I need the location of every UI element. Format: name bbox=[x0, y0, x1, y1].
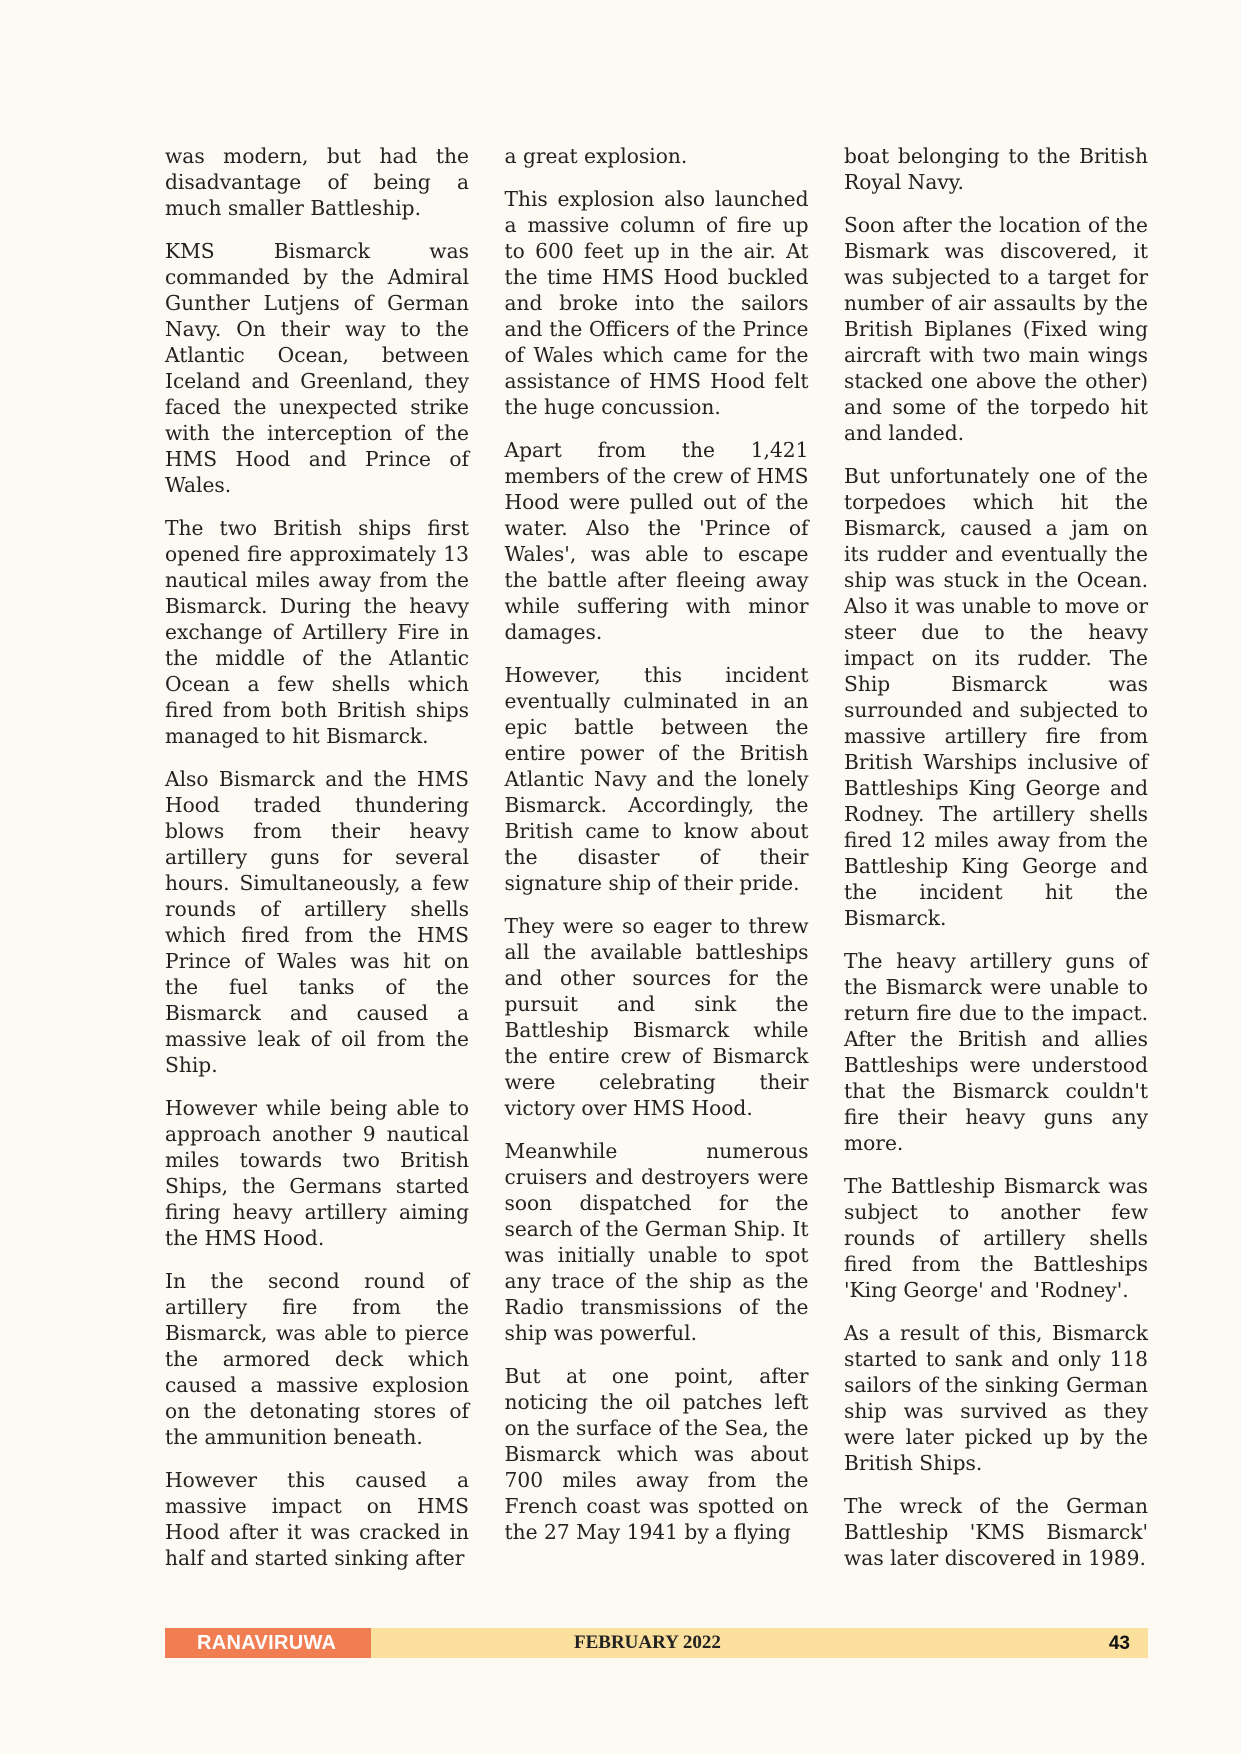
paragraph: However, this incident eventually culminated in an epic battle between the entire power of the British Atlantic Navy and the lonely Bismarck. Accordingly, the British came to know about the disaster of their signature ship of their pride. bbox=[504, 663, 809, 895]
paragraph: This explosion also launched a massive column of fire up to 600 feet up in the air. At the time HMS Hood buckled and broke into the sailors and the Officers of the Prince of Wales which came for the assistance of HMS Hood felt the huge concussion. bbox=[504, 187, 809, 419]
paragraph: Apart from the 1,421 members of the crew of HMS Hood were pulled out of the water. Also the 'Prince of Wales', was able to escape the battle after fleeing away while suffering with minor damages. bbox=[504, 438, 809, 644]
paragraph: The Battleship Bismarck was subject to another few rounds of artillery shells fired from the Battleships 'King George' and 'Rodney'. bbox=[844, 1174, 1148, 1302]
page-footer bbox=[165, 1628, 1148, 1658]
paragraph: They were so eager to threw all the available battleships and other sources for the pursuit and sink the Battleship Bismarck while the entire crew of Bismarck were celebrating their victory over HMS Hood. bbox=[504, 914, 809, 1120]
paragraph: But at one point, after noticing the oil patches left on the surface of the Sea, the Bismarck which was about 700 miles away from the French coast was spotted on the 27 May 1941 by a flying bbox=[504, 1364, 809, 1544]
article-column-3 bbox=[844, 143, 1148, 1570]
paragraph: The wreck of the German Battleship 'KMS Bismarck' was later discovered in 1989. bbox=[844, 1494, 1148, 1570]
paragraph: boat belonging to the British Royal Navy. bbox=[844, 144, 1148, 194]
issue-date: FEBRUARY 2022 bbox=[574, 1632, 721, 1653]
magazine-name: RANAVIRUWA bbox=[165, 1628, 371, 1658]
article-body bbox=[165, 143, 1148, 1570]
paragraph: Meanwhile numerous cruisers and destroyers were soon dispatched for the search of the German Ship. It was initially unable to spot any trace of the ship as the Radio transmissions of the ship was powerful. bbox=[504, 1139, 809, 1345]
paragraph: However while being able to approach another 9 nautical miles towards two British Ships, the Germans started firing heavy artillery aiming the HMS Hood. bbox=[165, 1096, 469, 1250]
paragraph: But unfortunately one of the torpedoes which hit the Bismarck, caused a jam on its rudder and eventually the ship was stuck in the Ocean. Also it was unable to move or steer due to the heavy impact on its rudder. The Ship Bismarck was surrounded and subjected to massive artillery fire from British Warships inclusive of Battleships King George and Rodney. The artillery shells fired 12 miles away from the Battleship King George and the incident hit the Bismarck. bbox=[844, 464, 1148, 930]
page-number: 43 bbox=[1108, 1633, 1130, 1654]
paragraph: The two British ships first opened fire approximately 13 nautical miles away from the Bismarck. During the heavy exchange of Artillery Fire in the middle of the Atlantic Ocean a few shells which fired from both British ships managed to hit Bismarck. bbox=[165, 516, 469, 748]
article-column-2 bbox=[505, 143, 809, 1563]
paragraph: KMS Bismarck was commanded by the Admiral Gunther Lutjens of German Navy. On their way to the Atlantic Ocean, between Iceland and Greenland, they faced the unexpected strike with the interception of the HMS Hood and Prince of Wales. bbox=[165, 239, 469, 497]
paragraph: Also Bismarck and the HMS Hood traded thundering blows from their heavy artillery guns for several hours. Simultaneously, a few rounds of artillery shells which fired from the HMS Prince of Wales was hit on the fuel tanks of the Bismarck and caused a massive leak of oil from the Ship. bbox=[165, 767, 469, 1077]
paragraph: In the second round of artillery fire from the Bismarck, was able to pierce the armored deck which caused a massive explosion on the detonating stores of the ammunition beneath. bbox=[165, 1269, 469, 1449]
article-column-1 bbox=[165, 143, 469, 1570]
paragraph: As a result of this, Bismarck started to sank and only 118 sailors of the sinking German ship was survived as they were later picked up by the British Ships. bbox=[844, 1321, 1148, 1475]
paragraph: a great explosion. bbox=[504, 144, 688, 168]
paragraph: Soon after the location of the Bismark was discovered, it was subjected to a target for number of air assaults by the British Biplanes (Fixed wing aircraft with two main wings stacked one above the other) and some of the torpedo hit and landed. bbox=[844, 213, 1148, 445]
paragraph: The heavy artillery guns of the Bismarck were unable to return fire due to the impact. After the British and allies Battleships were understood that the Bismarck couldn't fire their heavy guns any more. bbox=[844, 949, 1148, 1155]
paragraph: However this caused a massive impact on HMS Hood after it was cracked in half and started sinking after bbox=[165, 1468, 469, 1570]
paragraph: was modern, but had the disadvantage of being a much smaller Battleship. bbox=[165, 144, 469, 220]
